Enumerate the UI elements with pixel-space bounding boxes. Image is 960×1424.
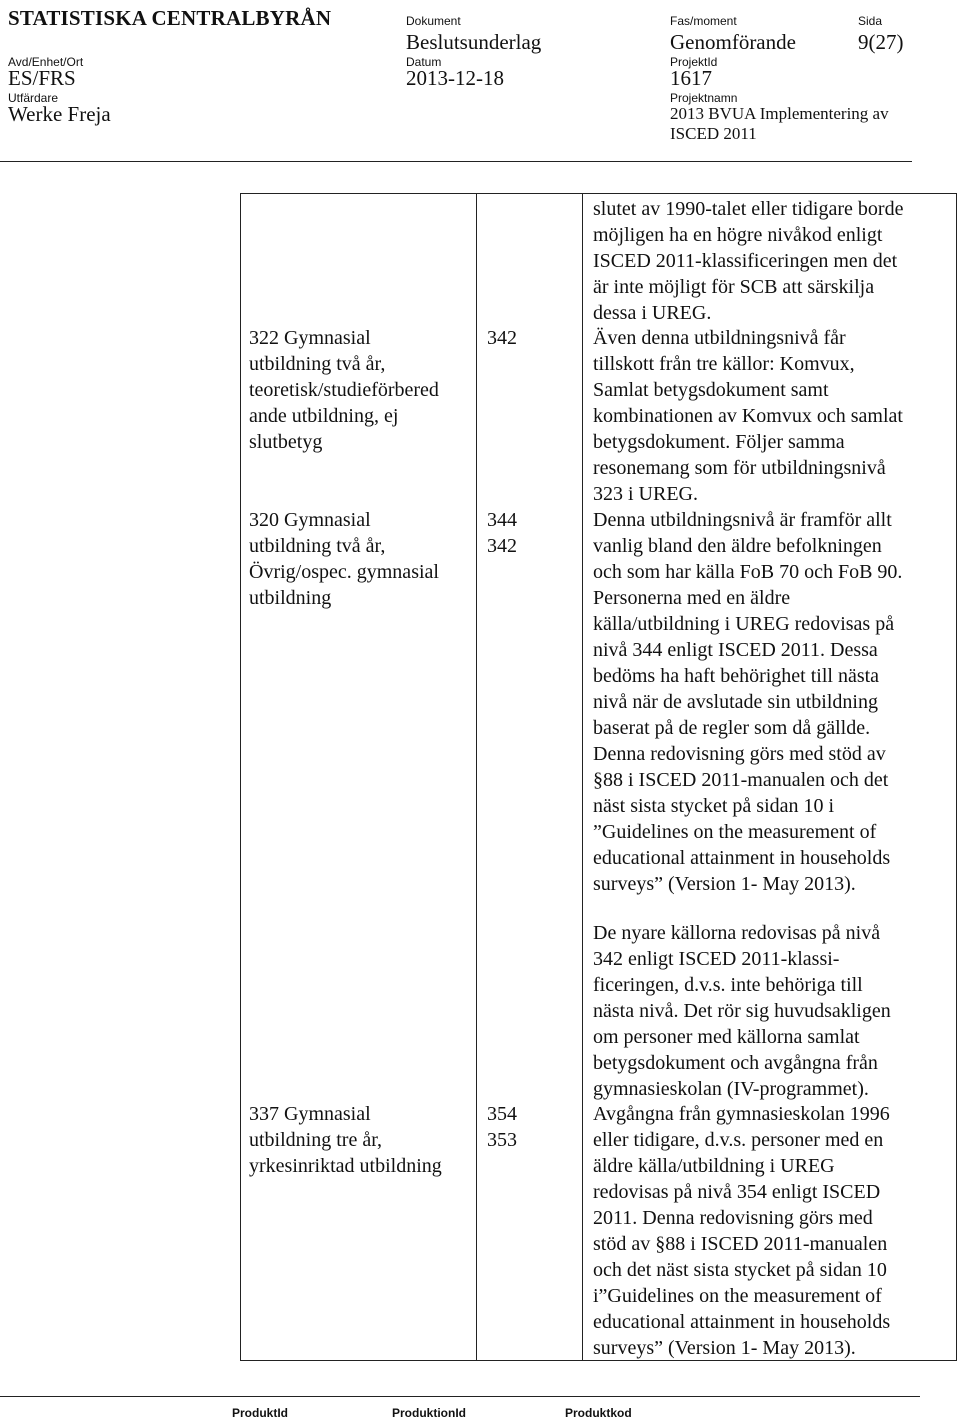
comment-line: baserat på de regler som då gällde. bbox=[593, 717, 871, 739]
organization-name: STATISTISKA CENTRALBYRÅN bbox=[8, 6, 332, 30]
code-value: 342 bbox=[487, 535, 517, 557]
code-value: 354 bbox=[487, 1103, 517, 1125]
comment-line: surveys” (Version 1- May 2013). bbox=[593, 873, 856, 895]
comment-line: och som har källa FoB 70 och FoB 90. bbox=[593, 561, 903, 583]
datum-value: 2013-12-18 bbox=[406, 66, 504, 90]
description-line: utbildning bbox=[249, 587, 332, 609]
description-line: utbildning tre år, bbox=[249, 1129, 383, 1151]
avd-value: ES/FRS bbox=[8, 66, 76, 90]
row2-comment bbox=[593, 325, 903, 507]
comment-line: surveys” (Version 1- May 2013). bbox=[593, 1337, 856, 1359]
fas-label: Fas/moment bbox=[670, 14, 737, 28]
table-border-top bbox=[240, 193, 957, 194]
projektid-label: ProjektId bbox=[670, 55, 718, 69]
header-rule bbox=[0, 161, 912, 162]
description-line: 322 Gymnasial bbox=[249, 327, 371, 349]
comment-line: resonemang som för utbildningsnivå bbox=[593, 457, 886, 479]
row3-comment bbox=[593, 507, 902, 897]
table-divider-1 bbox=[476, 193, 477, 1361]
sida-value: 9(27) bbox=[858, 30, 904, 54]
comment-line: Även denna utbildningsnivå får bbox=[593, 327, 846, 349]
comment-line: vanlig bland den äldre befolkningen bbox=[593, 535, 882, 557]
projektnamn-line2: ISCED 2011 bbox=[670, 124, 757, 143]
code-value: 342 bbox=[487, 327, 517, 349]
produktid-label: ProduktId bbox=[232, 1406, 288, 1420]
description-line: yrkesinriktad utbildning bbox=[249, 1155, 442, 1177]
datum-label: Datum bbox=[406, 55, 442, 69]
comment-line: äldre källa/utbildning i UREG bbox=[593, 1155, 835, 1177]
comment-line: §88 i ISCED 2011-manualen och det bbox=[593, 769, 889, 791]
comment-line: betygsdokument. Följer samma bbox=[593, 431, 845, 453]
comment-line: nästa nivå. Det rör sig huvudsakligen bbox=[593, 1000, 891, 1022]
description-line: teoretisk/studieförbered bbox=[249, 379, 439, 401]
comment-line: Denna redovisning görs med stöd av bbox=[593, 743, 886, 765]
comment-line: är inte möjligt för SCB att särskilja bbox=[593, 276, 875, 298]
row4-codes bbox=[487, 1101, 517, 1153]
row1-comment bbox=[593, 196, 903, 326]
projektnamn-label: Projektnamn bbox=[670, 91, 738, 105]
comment-line: 342 enligt ISCED 2011-klassi- bbox=[593, 948, 840, 970]
row3-description bbox=[249, 507, 439, 611]
utfardare-value: Werke Freja bbox=[8, 102, 111, 126]
comment-line: Samlat betygsdokument samt bbox=[593, 379, 829, 401]
utfardare-label: Utfärdare bbox=[8, 91, 59, 105]
description-line: 320 Gymnasial bbox=[249, 509, 371, 531]
comment-line: nivå 344 enligt ISCED 2011. Dessa bbox=[593, 639, 878, 661]
description-line: 337 Gymnasial bbox=[249, 1103, 371, 1125]
comment-line: gymnasieskolan (IV-programmet). bbox=[593, 1078, 869, 1100]
comment-line: kombinationen av Komvux och samlat bbox=[593, 405, 903, 427]
comment-line: näst sista stycket på sidan 10 i bbox=[593, 795, 835, 817]
fas-value: Genomförande bbox=[670, 30, 796, 54]
comment-line: redovisas på nivå 354 enligt ISCED bbox=[593, 1181, 881, 1203]
sida-label: Sida bbox=[858, 14, 883, 28]
comment-line: i”Guidelines on the measurement of bbox=[593, 1285, 882, 1307]
comment-line: educational attainment in households bbox=[593, 1311, 891, 1333]
produktkod-label: Produktkod bbox=[565, 1406, 632, 1420]
description-line: Övrig/ospec. gymnasial bbox=[249, 561, 439, 583]
comment-line: educational attainment in households bbox=[593, 847, 891, 869]
comment-line: De nyare källorna redovisas på nivå bbox=[593, 922, 881, 944]
comment-line: betygsdokument och avgångna från bbox=[593, 1052, 878, 1074]
comment-line: slutet av 1990-talet eller tidigare borde bbox=[593, 198, 904, 220]
avd-label: Avd/Enhet/Ort bbox=[8, 55, 84, 69]
row2-codes bbox=[487, 325, 517, 351]
code-value: 344 bbox=[487, 509, 517, 531]
comment-line: ISCED 2011-klassificeringen men det bbox=[593, 250, 898, 272]
comment-line: ”Guidelines on the measurement of bbox=[593, 821, 877, 843]
comment-line: källa/utbildning i UREG redovisas på bbox=[593, 613, 895, 635]
comment-line: om personer med källorna samlat bbox=[593, 1026, 860, 1048]
row3b-comment bbox=[593, 920, 891, 1102]
comment-line: ficeringen, d.v.s. inte behöriga till bbox=[593, 974, 863, 996]
comment-line: bedöms ha haft behörighet till nästa bbox=[593, 665, 880, 687]
comment-line: eller tidigare, d.v.s. personer med en bbox=[593, 1129, 884, 1151]
description-line: slutbetyg bbox=[249, 431, 323, 453]
dokument-label: Dokument bbox=[406, 14, 461, 28]
table-border-right bbox=[956, 193, 957, 1361]
comment-line: dessa i UREG. bbox=[593, 302, 712, 324]
comment-line: 2011. Denna redovisning görs med bbox=[593, 1207, 873, 1229]
comment-line: Denna utbildningsnivå är framför allt bbox=[593, 509, 892, 531]
comment-line: stöd av §88 i ISCED 2011-manualen bbox=[593, 1233, 888, 1255]
comment-line: Personerna med en äldre bbox=[593, 587, 791, 609]
code-value: 353 bbox=[487, 1129, 517, 1151]
table-border-left bbox=[240, 193, 241, 1361]
comment-line: nivå när de avslutade sin utbildning bbox=[593, 691, 878, 713]
comment-line: Avgångna från gymnasieskolan 1996 bbox=[593, 1103, 890, 1125]
dokument-value: Beslutsunderlag bbox=[406, 30, 542, 54]
row3-codes bbox=[487, 507, 517, 559]
table-divider-2 bbox=[582, 193, 583, 1361]
row4-comment bbox=[593, 1101, 890, 1361]
produktionid-label: ProduktionId bbox=[392, 1406, 466, 1420]
comment-line: 323 i UREG. bbox=[593, 483, 698, 505]
footer-rule bbox=[0, 1396, 920, 1397]
comment-line: och det näst sista stycket på sidan 10 bbox=[593, 1259, 887, 1281]
description-line: utbildning två år, bbox=[249, 535, 386, 557]
description-line: utbildning två år, bbox=[249, 353, 386, 375]
row4-description bbox=[249, 1101, 442, 1179]
comment-line: möjligen ha en högre nivåkod enligt bbox=[593, 224, 883, 246]
comment-line: tillskott från tre källor: Komvux, bbox=[593, 353, 855, 375]
description-line: ande utbildning, ej bbox=[249, 405, 399, 427]
projektid-value: 1617 bbox=[670, 66, 712, 90]
projektnamn-line1: 2013 BVUA Implementering av bbox=[670, 104, 889, 123]
row2-description bbox=[249, 325, 439, 455]
